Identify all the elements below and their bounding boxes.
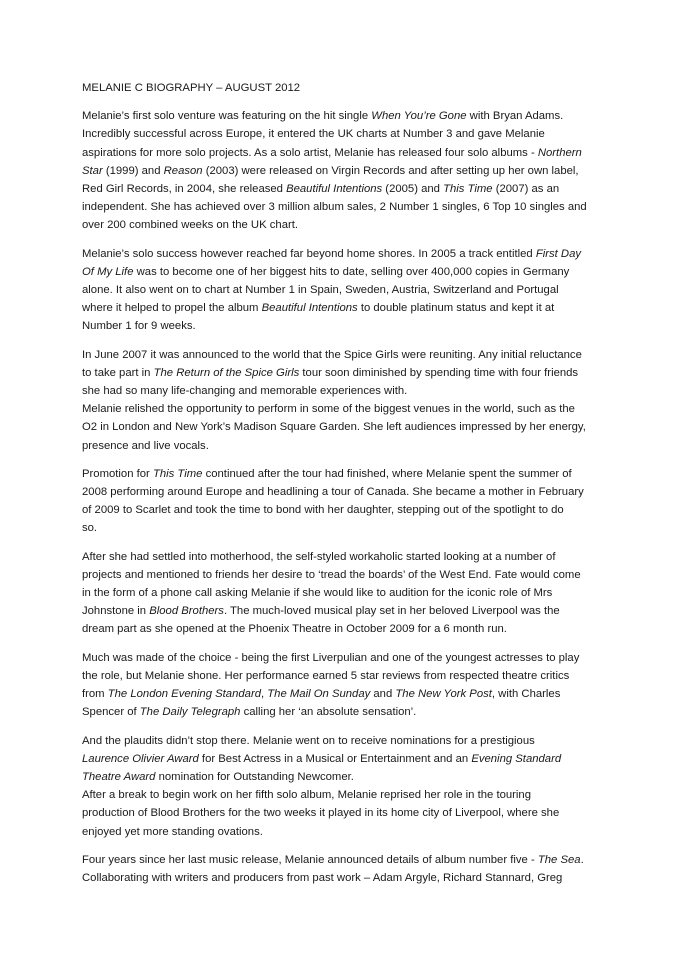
text-run: independent. She has achieved over 3 million album sales, 2 Number 1 singles, 6 Top 10 singles and bbox=[82, 201, 587, 214]
text-line bbox=[82, 768, 642, 786]
text-line bbox=[82, 519, 642, 537]
italic-title: This Time bbox=[152, 467, 203, 480]
text-run: the role, but Melanie shone. Her performance earned 5 star reviews from respected theatre critics bbox=[82, 669, 570, 682]
text-line bbox=[82, 317, 642, 335]
text-run: calling her ‘an absolute sensation’. bbox=[240, 706, 417, 719]
text-line bbox=[82, 602, 642, 620]
italic-title: Theatre Award bbox=[82, 770, 156, 783]
text-line bbox=[82, 364, 642, 382]
paragraph-4 bbox=[82, 465, 642, 538]
text-line bbox=[82, 851, 642, 869]
text-run: Spencer of bbox=[82, 706, 140, 719]
text-run: Melanie’s solo success however reached far beyond home shores. In 2005 a track entitled bbox=[82, 247, 536, 260]
text-line bbox=[82, 566, 642, 584]
italic-title: Of My Life bbox=[82, 265, 134, 278]
paragraph-7 bbox=[82, 732, 642, 841]
document-body bbox=[82, 107, 642, 887]
text-line bbox=[82, 144, 642, 162]
italic-title: Evening Standard bbox=[471, 752, 562, 765]
text-run: (2007) as an bbox=[492, 183, 560, 196]
italic-title: The Daily Telegraph bbox=[139, 706, 241, 719]
text-run: Johnstone in bbox=[82, 605, 150, 618]
text-line bbox=[82, 685, 642, 703]
text-run: dream part as she opened at the Phoenix Theatre in October 2009 for a 6 month run. bbox=[82, 623, 507, 636]
text-run: 2008 performing around Europe and headlining a tour of Canada. She became a mother in February bbox=[82, 486, 584, 499]
text-run: Red Girl Records, in 2004, she released bbox=[82, 183, 287, 196]
text-run: Incredibly successful across Europe, it entered the UK charts at Number 3 and gave Melanie bbox=[82, 128, 545, 141]
paragraph-3 bbox=[82, 346, 642, 455]
text-line bbox=[82, 649, 642, 667]
paragraph-2 bbox=[82, 245, 642, 336]
text-run: over 200 combined weeks on the UK chart. bbox=[82, 219, 299, 232]
text-run: she had so many life-changing and memorable experiences with. bbox=[82, 385, 408, 398]
text-run: to double platinum status and kept it at bbox=[357, 302, 555, 315]
text-line bbox=[82, 732, 642, 750]
text-line bbox=[82, 418, 642, 436]
text-line bbox=[82, 667, 642, 685]
text-line bbox=[82, 281, 642, 299]
text-run: and bbox=[370, 688, 396, 701]
text-run: for Best Actress in a Musical or Entertainment and an bbox=[198, 752, 472, 765]
text-line bbox=[82, 584, 642, 602]
text-run: nomination for Outstanding Newcomer. bbox=[155, 770, 354, 783]
text-run: from bbox=[82, 688, 108, 701]
text-run: alone. It also went on to chart at Number 1 in Spain, Sweden, Austria, Switzerland and Portugal bbox=[82, 284, 559, 297]
text-run: (2003) were released on Virgin Records and after setting up her own label, bbox=[202, 164, 579, 177]
text-run: with Bryan Adams. bbox=[466, 110, 564, 123]
text-line bbox=[82, 245, 642, 263]
italic-title: Blood Brothers bbox=[149, 605, 224, 618]
italic-title: Reason bbox=[163, 164, 203, 177]
text-run: so. bbox=[82, 522, 98, 535]
text-run: was to become one of her biggest hits to date, selling over 400,000 copies in Germany bbox=[133, 265, 570, 278]
text-run: And the plaudits didn’t stop there. Melanie went on to receive nominations for a prestigious bbox=[82, 734, 535, 747]
italic-title: The New York Post bbox=[395, 688, 492, 701]
text-line bbox=[82, 548, 642, 566]
text-run: in the form of a phone call asking Melanie if she would like to audition for the iconic role of Mrs bbox=[82, 587, 553, 600]
italic-title: Laurence Olivier Award bbox=[82, 752, 199, 765]
text-line bbox=[82, 437, 642, 455]
text-run: After a break to begin work on her fifth solo album, Melanie reprised her role in the touring bbox=[82, 789, 531, 802]
text-run: enjoyed yet more standing ovations. bbox=[82, 825, 263, 838]
text-line bbox=[82, 750, 642, 768]
text-run: In June 2007 it was announced to the world that the Spice Girls were reuniting. Any initial reluctance bbox=[82, 348, 582, 361]
italic-title: Star bbox=[82, 164, 103, 177]
text-run: After she had settled into motherhood, the self-styled workaholic started looking at a number of bbox=[82, 550, 556, 563]
italic-title: The London Evening Standard bbox=[107, 688, 261, 701]
text-run: Much was made of the choice - being the first Liverpulian and one of the youngest actresses to play bbox=[82, 651, 580, 664]
text-line bbox=[82, 180, 642, 198]
text-line bbox=[82, 804, 642, 822]
italic-title: When You’re Gone bbox=[371, 110, 467, 123]
biography-document bbox=[82, 79, 642, 897]
text-run: of 2009 to Scarlet and took the time to bond with her daughter, stepping out of the spotlight to do bbox=[82, 504, 564, 517]
text-run: aspirations for more solo projects. As a solo artist, Melanie has released four solo albums - bbox=[82, 146, 538, 159]
text-line bbox=[82, 216, 642, 234]
text-run: . The much-loved musical play set in her beloved Liverpool was the bbox=[223, 605, 560, 618]
paragraph-8 bbox=[82, 851, 642, 887]
text-run: to take part in bbox=[82, 366, 154, 379]
text-line bbox=[82, 483, 642, 501]
paragraph-5 bbox=[82, 548, 642, 639]
italic-title: Northern bbox=[537, 146, 582, 159]
text-line bbox=[82, 299, 642, 317]
text-line bbox=[82, 620, 642, 638]
text-run: Four years since her last music release, Melanie announced details of album number five - bbox=[82, 853, 538, 866]
italic-title: Beautiful Intentions bbox=[261, 302, 358, 315]
text-line bbox=[82, 465, 642, 483]
text-line bbox=[82, 501, 642, 519]
text-line bbox=[82, 382, 642, 400]
text-run: tour soon diminished by spending time with four friends bbox=[299, 366, 579, 379]
text-line bbox=[82, 823, 642, 841]
italic-title: The Sea bbox=[537, 853, 581, 866]
text-run: continued after the tour had finished, where Melanie spent the summer of bbox=[202, 467, 572, 480]
text-line bbox=[82, 198, 642, 216]
text-run: Promotion for bbox=[82, 467, 153, 480]
text-line bbox=[82, 125, 642, 143]
italic-title: First Day bbox=[535, 247, 582, 260]
italic-title: Beautiful Intentions bbox=[286, 183, 383, 196]
text-run: , bbox=[261, 688, 268, 701]
text-run: Number 1 for 9 weeks. bbox=[82, 320, 196, 333]
text-run: . bbox=[580, 853, 584, 866]
text-run: (1999) and bbox=[102, 164, 164, 177]
text-line bbox=[82, 162, 642, 180]
text-run: Melanie relished the opportunity to perform in some of the biggest venues in the world, such as the bbox=[82, 403, 575, 416]
text-run: Collaborating with writers and producers from past work – Adam Argyle, Richard Stannard, Greg bbox=[82, 871, 563, 884]
text-line bbox=[82, 346, 642, 364]
italic-title: This Time bbox=[443, 183, 493, 196]
text-line bbox=[82, 869, 642, 887]
text-run: production of Blood Brothers for the two weeks it played in its home city of Liverpool, where she bbox=[82, 807, 560, 820]
text-run: presence and live vocals. bbox=[82, 439, 209, 452]
text-run: (2005) and bbox=[382, 183, 444, 196]
text-run: projects and mentioned to friends her desire to ‘tread the boards’ of the West End. Fate would come bbox=[82, 568, 581, 581]
document-title: MELANIE C BIOGRAPHY – AUGUST 2012 bbox=[82, 82, 301, 94]
text-run: Melanie’s first solo venture was featuring on the hit single bbox=[82, 110, 372, 123]
text-line bbox=[82, 263, 642, 281]
text-run: O2 in London and New York’s Madison Square Garden. She left audiences impressed by her energy, bbox=[82, 421, 586, 434]
text-line bbox=[82, 786, 642, 804]
paragraph-1 bbox=[82, 107, 642, 234]
text-line bbox=[82, 703, 642, 721]
italic-title: The Mail On Sunday bbox=[267, 688, 371, 701]
text-run: where it helped to propel the album bbox=[82, 302, 262, 315]
text-line bbox=[82, 107, 642, 125]
italic-title: The Return of the Spice Girls bbox=[153, 366, 300, 379]
text-run: , with Charles bbox=[491, 688, 561, 701]
text-line bbox=[82, 400, 642, 418]
paragraph-6 bbox=[82, 649, 642, 722]
